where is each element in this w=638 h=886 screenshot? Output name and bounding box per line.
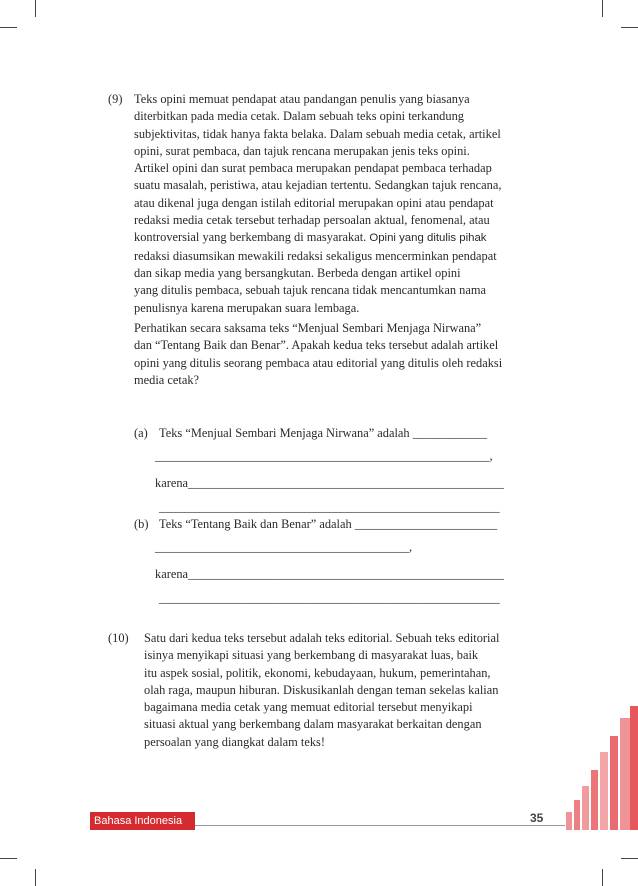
text-line: suatu masalah, peristiwa, atau kejadian tertentu. Sedangkan tajuk rencana, [134, 178, 502, 193]
text-line: dan “Tentang Baik dan Benar”. Apakah kedua teks tersebut adalah artikel [134, 338, 499, 353]
decorative-bar [630, 706, 638, 830]
text-line: persoalan yang diangkat dalam teks! [144, 734, 325, 749]
text-line: opini yang ditulis seorang pembaca atau editorial yang ditulis oleh redaksi [134, 355, 503, 370]
text-line: yang ditulis pembaca, sebuah tajuk rencana tidak mencantumkan nama [134, 283, 486, 298]
text-line: Teks opini memuat pendapat atau pandangan penulis yang biasanya [134, 92, 470, 106]
answer-a-line-1[interactable]: Teks “Menjual Sembari Menjaga Nirwana” adalah ____________ [159, 426, 488, 440]
text-line: situasi aktual yang berkembang dalam masyarakat berkaitan dengan [144, 717, 482, 732]
crop-mark [602, 0, 603, 17]
text-line: atau dikenal juga dengan istilah editorial merupakan opini atau pendapat [134, 195, 494, 210]
answer-b-line-2[interactable]: _________________________________________, [155, 540, 413, 554]
decorative-bar [610, 736, 618, 830]
text-line: redaksi media cetak tersebut terhadap persoalan aktual, fenomenal, atau [134, 213, 490, 228]
decorative-bar [591, 770, 598, 830]
text-line: Satu dari kedua teks tersebut adalah teks editorial. Sebuah teks editorial [144, 631, 500, 645]
answer-b-line-1[interactable]: Teks “Tentang Baik dan Benar” adalah _______________________ [159, 517, 498, 531]
text-line [134, 229, 547, 247]
crop-mark [621, 27, 638, 28]
text-line: itu aspek sosial, politik, ekonomi, kebudayaan, hukum, pemerintahan, [144, 665, 491, 680]
answer-b-line-3[interactable]: karena___________________________________________________ [155, 567, 504, 581]
footer-book-title: Bahasa Indonesia [94, 815, 183, 827]
text-line: diterbitkan pada media cetak. Dalam sebuah teks opini terkandung [134, 109, 464, 124]
question-10-paragraph [144, 630, 547, 751]
text-line: Artikel opini dan surat pembaca merupakan pendapat pembaca terhadap [134, 161, 492, 176]
question-9-paragraph-1 [134, 91, 547, 317]
question-9-number: (9) [108, 92, 123, 106]
crop-mark [602, 869, 603, 886]
question-10-number: (10) [108, 631, 129, 645]
decorative-bar [620, 718, 630, 830]
text-line: dan sikap media yang bersangkutan. Berbeda dengan artikel opini [134, 265, 461, 280]
answer-a-label: (a) [134, 426, 148, 440]
text-line: penulisnya karena merupakan suara lembaga. [134, 300, 360, 315]
crop-mark [0, 27, 17, 28]
decorative-bar [574, 800, 580, 830]
text-fragment-sans: Opini yang ditulis pihak [369, 232, 487, 245]
text-line: Perhatikan secara saksama teks “Menjual Sembari Menjaga Nirwana” [134, 321, 482, 335]
page-number: 35 [530, 811, 544, 825]
text-line: opini, surat pembaca, dan tajuk rencana merupakan jenis teks opini. [134, 143, 470, 158]
answer-a-line-2[interactable]: ______________________________________________________, [155, 449, 493, 463]
decorative-bar [582, 786, 589, 830]
text-line: bagaimana media cetak yang memuat editorial tersebut menyikapi [144, 700, 473, 715]
text-fragment: kontroversial yang berkembang di masyarakat. [134, 230, 367, 245]
crop-mark [621, 858, 638, 859]
text-line: isinya menyikapi situasi yang berkembang di masyarakat luas, baik [144, 648, 479, 663]
crop-mark [35, 0, 36, 17]
answer-b-label: (b) [134, 517, 149, 531]
text-line: media cetak? [134, 372, 200, 387]
crop-mark [35, 869, 36, 886]
text-line: subjektivitas, tidak hanya fakta belaka. Dalam sebuah media cetak, artikel [134, 126, 501, 141]
text-line: olah raga, maupun hiburan. Diskusikanlah dengan teman sekelas kalian [144, 682, 499, 697]
decorative-bar [600, 752, 608, 830]
answer-a-line-4[interactable]: _______________________________________________________ [159, 500, 500, 514]
footer-rule [195, 825, 565, 826]
answer-a-line-3[interactable]: karena___________________________________________________ [155, 476, 504, 490]
answer-b-line-4[interactable]: _______________________________________________________ [159, 591, 500, 605]
decorative-bar [566, 812, 572, 830]
text-line: redaksi diasumsikan mewakili redaksi sekaligus mencerminkan pendapat [134, 248, 497, 263]
question-9-paragraph-2 [134, 320, 547, 389]
crop-mark [0, 858, 17, 859]
